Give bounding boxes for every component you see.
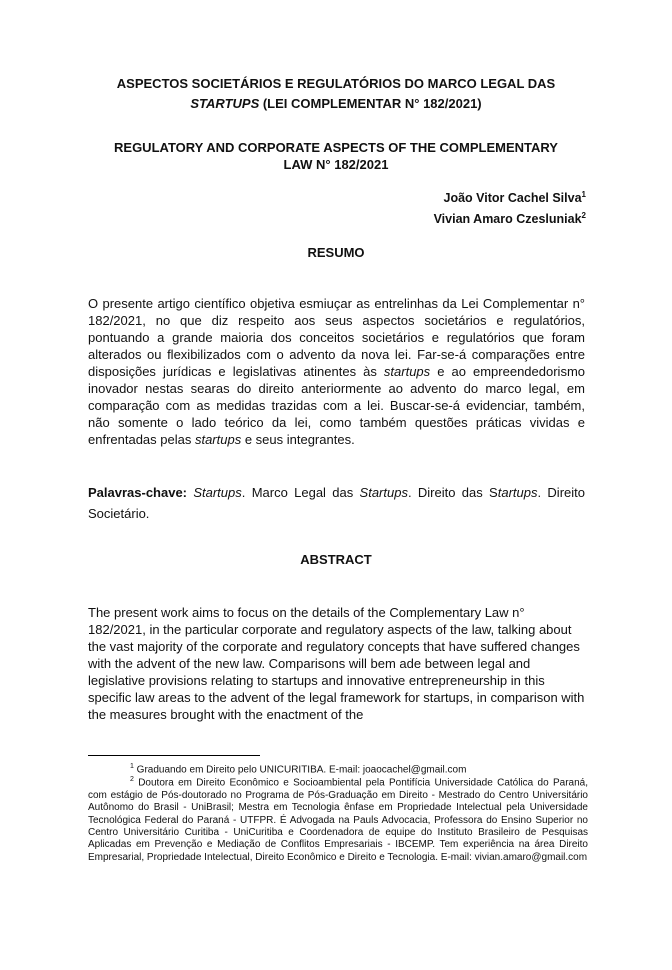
keyword-3: tartups [497, 485, 538, 500]
author-1 [434, 186, 586, 207]
author-1-footnote-ref: 1 [581, 190, 586, 199]
resumo-text-3: e seus integrantes. [241, 432, 355, 447]
title-english-line1: REGULATORY AND CORPORATE ASPECTS OF THE COMPLEMENTARY [114, 140, 558, 155]
abstract-paragraph: The present work aims to focus on the details of the Complementary Law n° 182/2021, in the particular corporate and regulatory aspects of the law, talking about the vast majority of the corporate and regulatory concepts that have suffered changes with the advent of the new law. Comparisons will bem ade between legal and legislative provisions relating to startups and innovative entrepreneurship in this specific law areas to the advent of the legal framework for startups, in comparison with the measures brought with the enactment of the [88, 605, 585, 722]
footnote-1-number: 1 [130, 763, 134, 770]
title-portuguese-line2 [60, 94, 612, 114]
title-law-number: (LEI COMPLEMENTAR N° 182/2021) [259, 96, 482, 111]
keyword-sep-1: . Marco Legal das [241, 485, 360, 500]
author-1-name: João Vitor Cachel Silva [443, 191, 582, 206]
author-2-name: Vivian Amaro Czesluniak [433, 212, 582, 227]
resumo-paragraph [88, 295, 585, 448]
footnote-divider [88, 755, 260, 756]
footnote-1-text: Graduando em Direito pelo UNICURITIBA. E-mail: joaocachel@gmail.com [133, 764, 467, 776]
keywords [88, 482, 585, 524]
keyword-sep-2: . Direito das S [407, 485, 498, 500]
footnote-2-number: 2 [130, 776, 134, 783]
footnote-2 [88, 774, 588, 864]
title-portuguese-line1: ASPECTOS SOCIETÁRIOS E REGULATÓRIOS DO MARCO LEGAL DAS [116, 76, 556, 91]
keyword-1: Startups [193, 485, 242, 500]
resumo-text-1: O presente artigo científico objetiva esmiuçar as entrelinhas da Lei Complementar n° 182/2021, no que diz respeito aos seus aspectos societários e regulatórios, pontuando a grande maioria dos conceitos societários e regulatórios que foram alterados ou flexibilizados com o advento da nova lei. Far-se-á comparações entre disposições jurídicas e legislativas atinentes às [88, 296, 585, 379]
resumo-heading: RESUMO [307, 245, 365, 260]
title-english [60, 139, 612, 173]
title-startups-italic: STARTUPS [190, 96, 260, 111]
resumo-text-2: e ao empreendedorismo inovador nestas searas do direito anteriormente ao advento do marco legal, em comparação com as medidas trazidas com a lei. Buscar-se-á evidenciar, também, não somente o lado teórico da lei, como também questões práticas vividas e enfrentadas pelas [88, 364, 586, 447]
keyword-sep-3: . Direito Societário. [88, 485, 585, 521]
author-list [434, 186, 586, 228]
author-2 [434, 207, 586, 228]
abstract-heading: ABSTRACT [300, 552, 372, 567]
title-english-line2: LAW N° 182/2021 [283, 157, 389, 172]
resumo-italic-1: startups [383, 364, 431, 379]
author-2-footnote-ref: 2 [581, 211, 586, 221]
keyword-2: Startups [359, 485, 408, 500]
keywords-label: Palavras-chave: [88, 485, 188, 500]
footnote-2-text: Doutora em Direito Econômico e Socioambiental pela Pontifícia Universidade Católica do Paraná, com estágio de Pós-doutorado no Programa de Pós-Graduação em Direito - Mestrado do Centro Universitário Autônomo do Brasil - UniBrasil; Mestra em Tecnologia ênfase em Propriedade Intelectual pela Universidade Tecnológica Federal do Paraná - UTFPR. É Advogada na Pauls Advocacia, Professora do Ensino Superior no Centro Universitário Curitiba - UniCuritiba e Coordenadora de equipe do Instituto Brasileiro de Pesquisas Aplicadas em Prevenção e Mediação de Conflitos Empresariais - IBCEMP. Tem experiência na área Direito Empresarial, Propriedade Intelectual, Direito Econômico e Direito e Tecnologia. E-mail: vivian.amaro@gmail.com [88, 777, 588, 863]
resumo-italic-2: startups [194, 432, 242, 447]
title-portuguese [60, 74, 612, 114]
